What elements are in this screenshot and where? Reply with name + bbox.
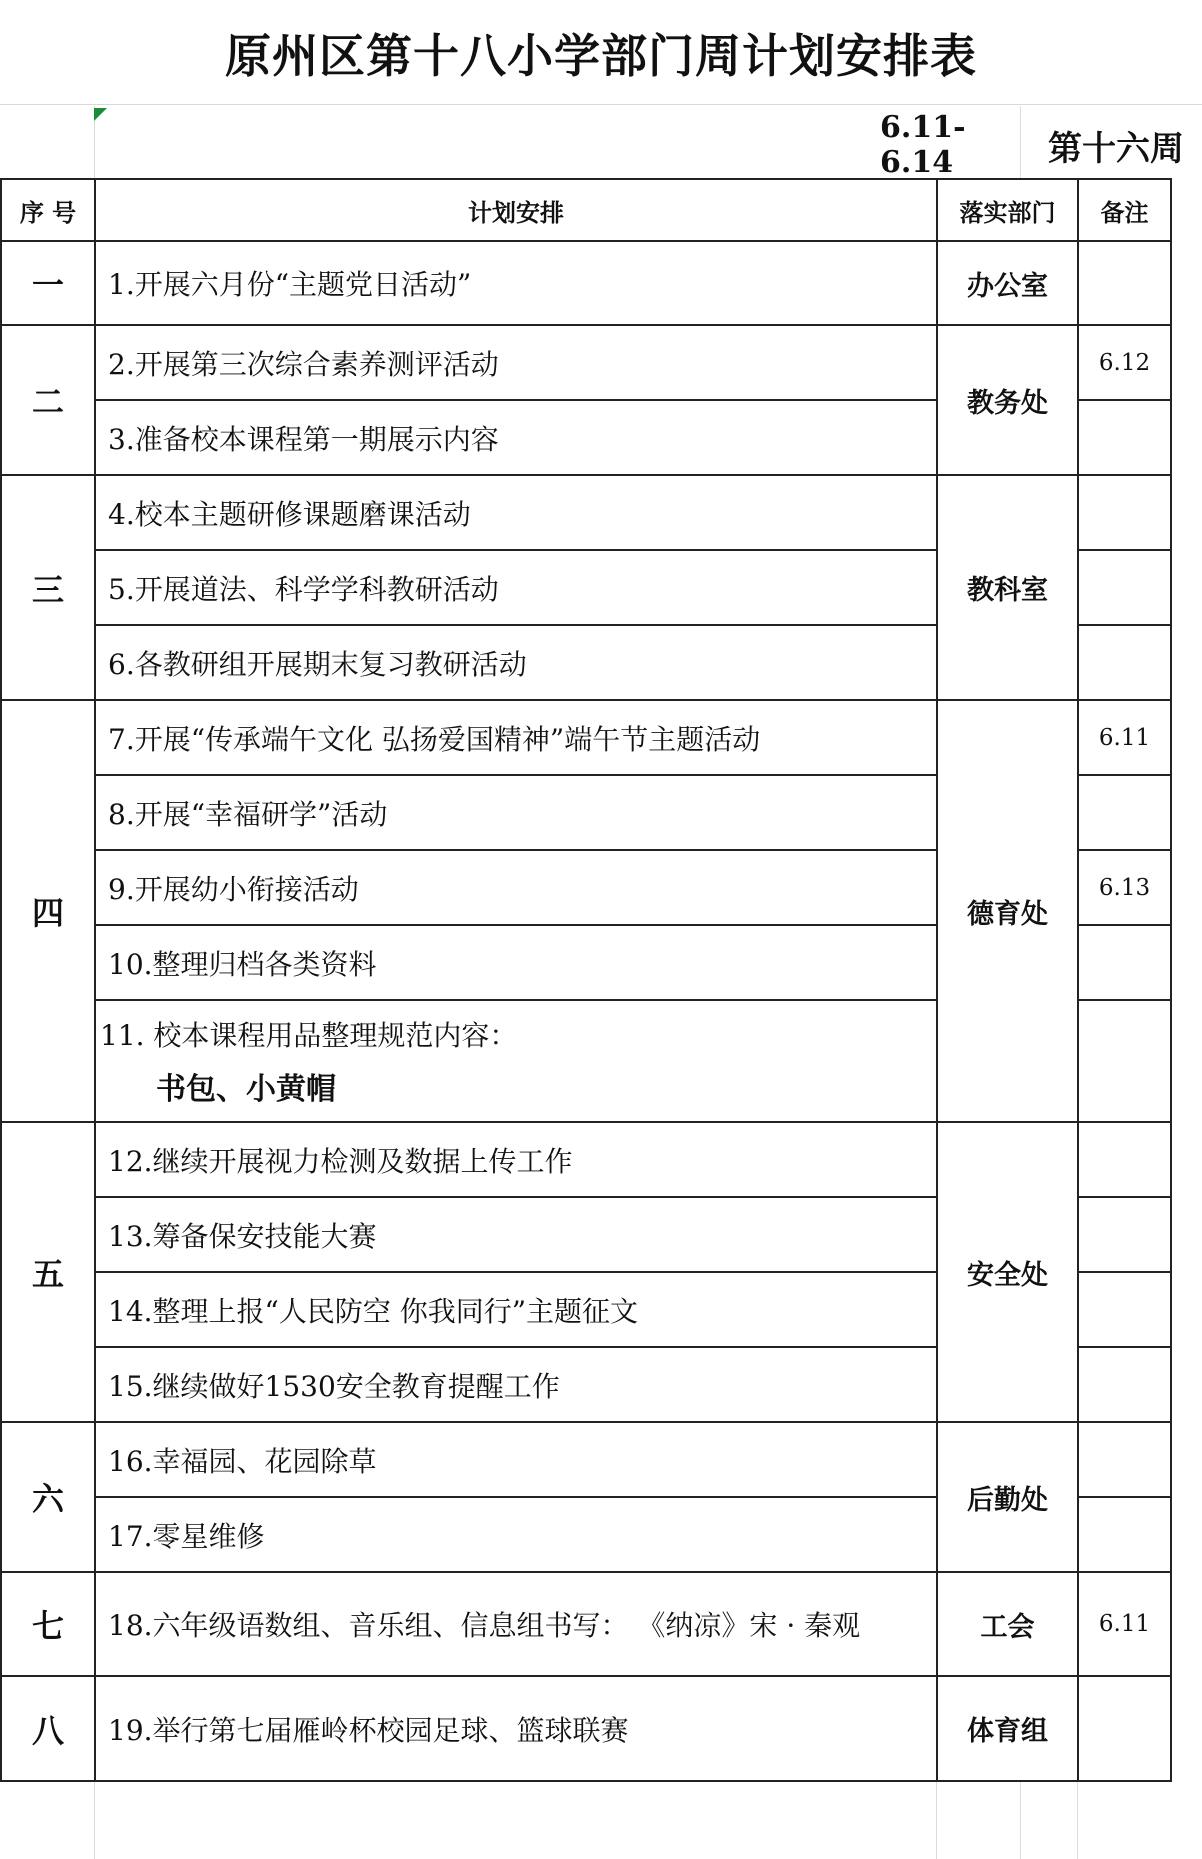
plan-item: 4.校本主题研修课题磨课活动: [95, 475, 937, 550]
table-row: [1, 700, 1171, 775]
group-number: 三: [1, 475, 95, 700]
note-cell: [1078, 400, 1171, 475]
note-cell: [1078, 925, 1171, 1000]
page-title: 原州区第十八小学部门周计划安排表: [225, 29, 977, 83]
department: 体育组: [937, 1676, 1078, 1781]
grid-line: [1020, 106, 1021, 178]
table-row: [1, 1122, 1171, 1197]
department: 办公室: [937, 241, 1078, 325]
plan-item: 6.各教研组开展期末复习教研活动: [95, 625, 937, 700]
plan-item: 18.六年级语数组、音乐组、信息组书写： 《纳凉》宋 · 秦观: [95, 1572, 937, 1676]
note-cell: [1078, 475, 1171, 550]
note-cell: [1078, 1197, 1171, 1272]
plan-item: 5.开展道法、科学学科教研活动: [95, 550, 937, 625]
grid-line: [1020, 1782, 1021, 1859]
note-cell: 6.11: [1078, 700, 1171, 775]
header-row: [1, 179, 1171, 241]
note-cell: [1078, 1422, 1171, 1497]
plan-item-subtext: 书包、小黄帽: [156, 1072, 336, 1107]
plan-item: 8.开展“幸福研学”活动: [95, 775, 937, 850]
table-row: [1, 1572, 1171, 1676]
note-cell: [1078, 1347, 1171, 1422]
note-cell: [1078, 1497, 1171, 1572]
plan-item: 16.幸福园、花园除草: [95, 1422, 937, 1497]
group-number: 八: [1, 1676, 95, 1781]
plan-item: 7.开展“传承端午文化 弘扬爱国精神”端午节主题活动: [95, 700, 937, 775]
plan-item: 10.整理归档各类资料: [95, 925, 937, 1000]
plan-item: 12.继续开展视力检测及数据上传工作: [95, 1122, 937, 1197]
plan-item: 2.开展第三次综合素养测评活动: [95, 325, 937, 400]
group-number: 一: [1, 241, 95, 325]
group-number: 六: [1, 1422, 95, 1572]
header-dept: 落实部门: [937, 179, 1078, 241]
title-divider: [0, 104, 1202, 105]
grid-line: [94, 1782, 95, 1859]
group-number: 二: [1, 325, 95, 475]
table-row: [1, 475, 1171, 550]
department: 后勤处: [937, 1422, 1078, 1572]
header-note: 备注: [1078, 179, 1171, 241]
note-cell: [1078, 241, 1171, 325]
table-row: [1, 325, 1171, 400]
plan-item: 17.零星维修: [95, 1497, 937, 1572]
plan-item: 13.筹备保安技能大赛: [95, 1197, 937, 1272]
group-number: 五: [1, 1122, 95, 1422]
note-cell: 6.12: [1078, 325, 1171, 400]
note-cell: 6.13: [1078, 850, 1171, 925]
grid-line: [1077, 1782, 1078, 1859]
note-cell: [1078, 1272, 1171, 1347]
department: 德育处: [937, 700, 1078, 1122]
grid-line: [936, 1782, 937, 1859]
plan-item: 19.举行第七届雁岭杯校园足球、篮球联赛: [95, 1676, 937, 1781]
header-no: 序 号: [1, 179, 95, 241]
week-number: 第十六周: [1048, 128, 1184, 169]
plan-table: [0, 178, 1172, 1782]
plan-item: 1.开展六月份“主题党日活动”: [95, 241, 937, 325]
plan-item-text: 11. 校本课程用品整理规范内容：: [100, 1019, 518, 1052]
group-number: 四: [1, 700, 95, 1122]
department: 教务处: [937, 325, 1078, 475]
header-plan: 计划安排: [95, 179, 937, 241]
note-cell: [1078, 1000, 1171, 1122]
plan-item: 14.整理上报“人民防空 你我同行”主题征文: [95, 1272, 937, 1347]
plan-item: [95, 1000, 937, 1122]
department: 安全处: [937, 1122, 1078, 1422]
department: 教科室: [937, 475, 1078, 700]
table-row: [1, 241, 1171, 325]
group-number: 七: [1, 1572, 95, 1676]
cell-comment-marker: [94, 108, 107, 121]
plan-item: 15.继续做好1530安全教育提醒工作: [95, 1347, 937, 1422]
note-cell: 6.11: [1078, 1572, 1171, 1676]
plan-item: 3.准备校本课程第一期展示内容: [95, 400, 937, 475]
week-date-range: 6.11-6.14: [880, 110, 966, 180]
plan-item: 9.开展幼小衔接活动: [95, 850, 937, 925]
department: 工会: [937, 1572, 1078, 1676]
note-cell: [1078, 550, 1171, 625]
table-row: [1, 1676, 1171, 1781]
note-cell: [1078, 625, 1171, 700]
note-cell: [1078, 1676, 1171, 1781]
note-cell: [1078, 775, 1171, 850]
note-cell: [1078, 1122, 1171, 1197]
table-row: [1, 1422, 1171, 1497]
